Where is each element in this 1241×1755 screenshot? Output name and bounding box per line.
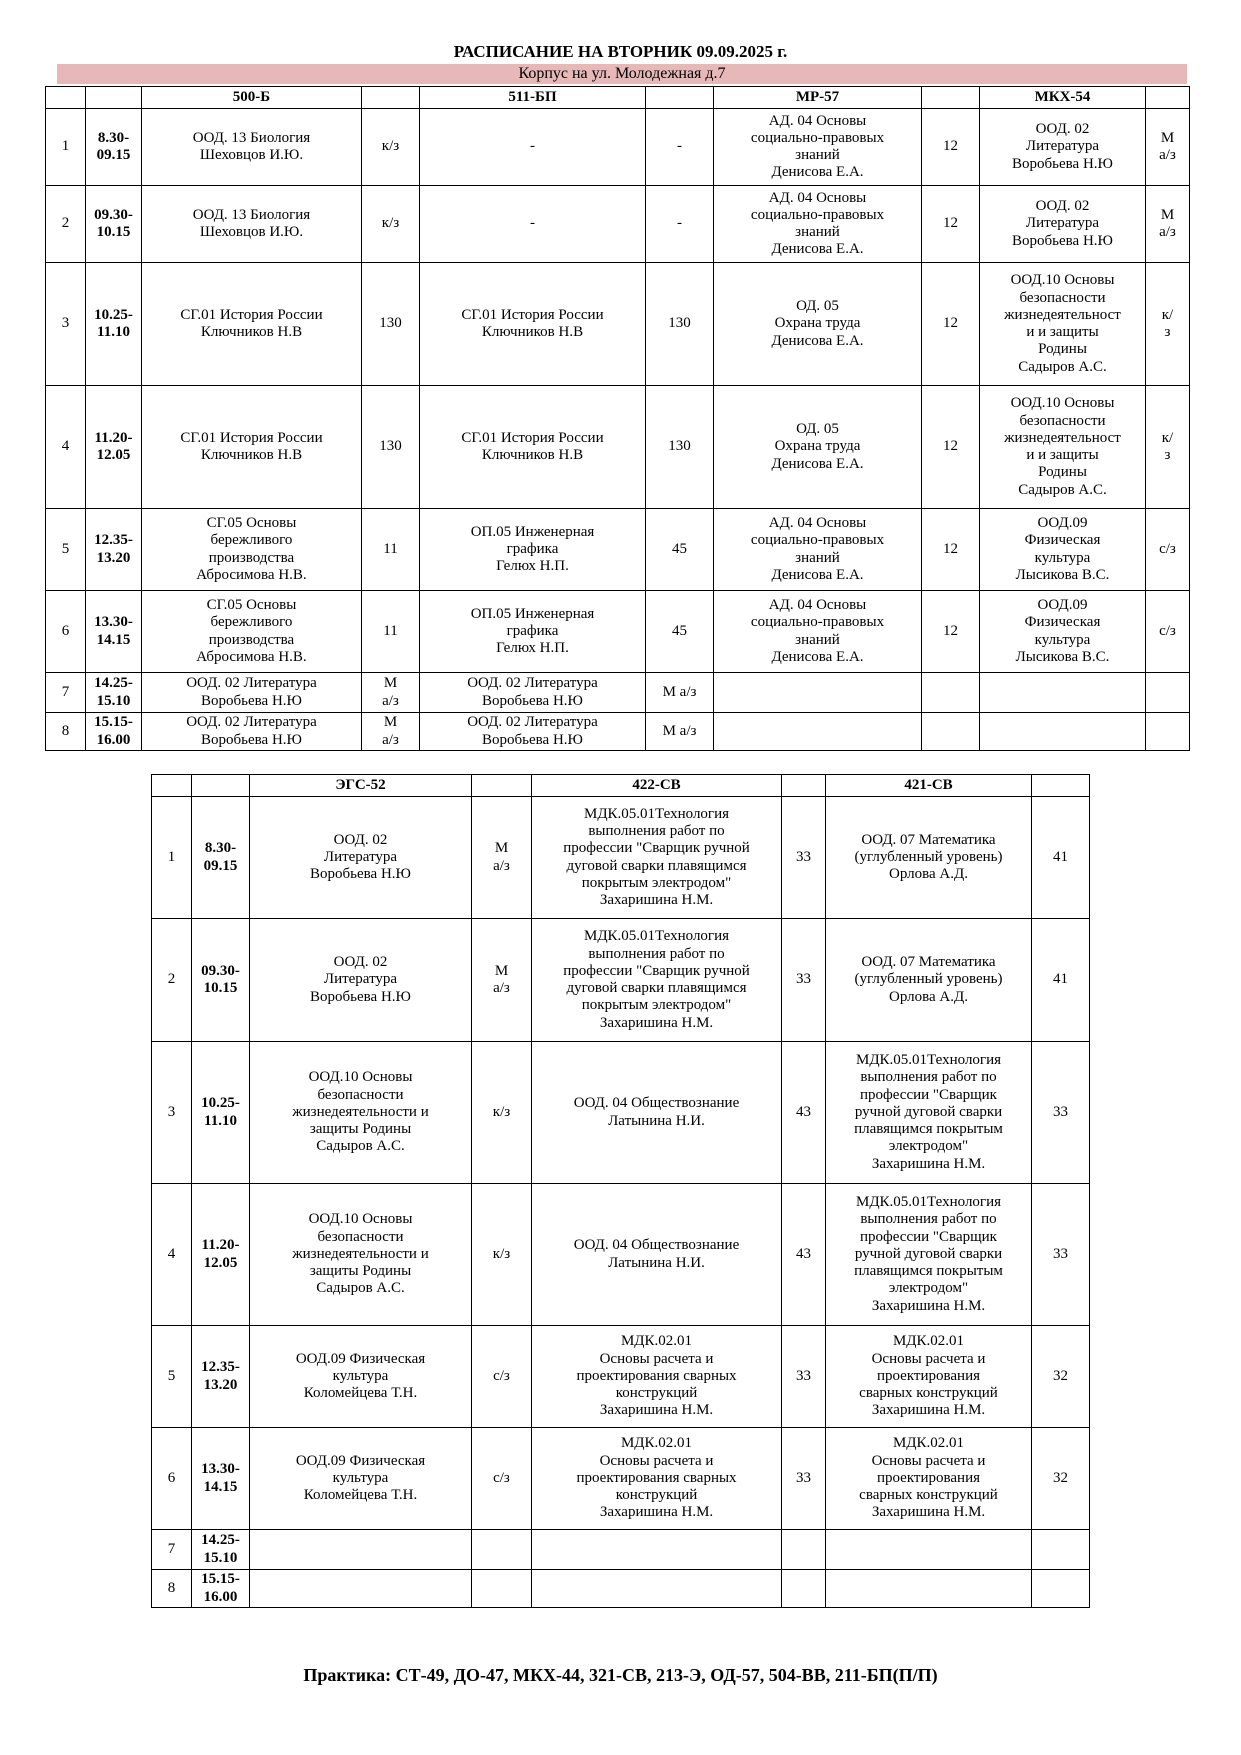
- subject-cell: [532, 1530, 782, 1570]
- room-cell: 12: [922, 509, 980, 591]
- room-cell: 33: [782, 797, 826, 919]
- lesson-number: 8: [152, 1570, 192, 1608]
- lesson-time: 14.25- 15.10: [86, 673, 142, 713]
- subject-cell: ООД. 02 Литература Воробьева Н.Ю: [980, 186, 1146, 263]
- room-cell: 43: [782, 1184, 826, 1326]
- lesson-time: 13.30- 14.15: [86, 591, 142, 673]
- lesson-row: [46, 591, 1190, 673]
- lesson-time: 14.25- 15.10: [192, 1530, 250, 1570]
- room-cell: к/ з: [1146, 263, 1190, 386]
- lesson-time: 11.20- 12.05: [192, 1184, 250, 1326]
- lesson-number: 6: [46, 591, 86, 673]
- lesson-number: 6: [152, 1428, 192, 1530]
- subject-cell: [826, 1570, 1032, 1608]
- subject-cell: АД. 04 Основы социально-правовых знаний Денисова Е.А.: [714, 591, 922, 673]
- lesson-time: 10.25- 11.10: [86, 263, 142, 386]
- room-cell: с/з: [472, 1428, 532, 1530]
- subject-cell: СГ.05 Основы бережливого производства Абросимова Н.В.: [142, 509, 362, 591]
- room-cell: М а/з: [472, 797, 532, 919]
- room-cell: М а/з: [472, 919, 532, 1042]
- room-cell: [472, 1530, 532, 1570]
- room-cell: М а/з: [362, 713, 420, 751]
- group-header: МКХ-54: [980, 87, 1146, 109]
- room-cell: [1146, 673, 1190, 713]
- subject-cell: ООД.10 Основы безопасности жизнедеятельности и защиты Родины Садыров А.С.: [250, 1184, 472, 1326]
- room-cell: -: [646, 186, 714, 263]
- subject-cell: ООД. 07 Математика (углубленный уровень) Орлова А.Д.: [826, 919, 1032, 1042]
- lesson-row: [46, 386, 1190, 509]
- room-header-blank: [922, 87, 980, 109]
- room-cell: 41: [1032, 797, 1090, 919]
- room-cell: к/з: [472, 1184, 532, 1326]
- subject-cell: ООД. 04 Обществознание Латынина Н.И.: [532, 1042, 782, 1184]
- room-cell: 130: [646, 386, 714, 509]
- header-row: [152, 775, 1090, 797]
- room-cell: 130: [646, 263, 714, 386]
- lesson-number: 4: [46, 386, 86, 509]
- group-header: 422-СВ: [532, 775, 782, 797]
- subject-cell: [250, 1530, 472, 1570]
- lesson-number: 5: [152, 1326, 192, 1428]
- subject-cell: ООД. 04 Обществознание Латынина Н.И.: [532, 1184, 782, 1326]
- room-header-blank: [782, 775, 826, 797]
- lesson-row: [152, 797, 1090, 919]
- room-cell: 33: [782, 919, 826, 1042]
- room-cell: 45: [646, 591, 714, 673]
- subject-cell: ОП.05 Инженерная графика Гелюх Н.П.: [420, 509, 646, 591]
- lesson-number: 5: [46, 509, 86, 591]
- room-cell: М а/з: [1146, 186, 1190, 263]
- room-cell: 12: [922, 109, 980, 186]
- subject-cell: АД. 04 Основы социально-правовых знаний Денисова Е.А.: [714, 509, 922, 591]
- group-header: ЭГС-52: [250, 775, 472, 797]
- lesson-time: 13.30- 14.15: [192, 1428, 250, 1530]
- subject-cell: ОД. 05 Охрана труда Денисова Е.А.: [714, 263, 922, 386]
- subject-cell: МДК.02.01 Основы расчета и проектирования сварных конструкций Захаришина Н.М.: [826, 1428, 1032, 1530]
- room-header-blank: [362, 87, 420, 109]
- lesson-time: 12.35- 13.20: [86, 509, 142, 591]
- room-cell: М а/з: [1146, 109, 1190, 186]
- room-cell: 45: [646, 509, 714, 591]
- lesson-number: 1: [46, 109, 86, 186]
- lesson-time: 15.15- 16.00: [86, 713, 142, 751]
- subject-cell: СГ.01 История России Ключников Н.В: [420, 386, 646, 509]
- subject-cell: [714, 713, 922, 751]
- subject-cell: ОД. 05 Охрана труда Денисова Е.А.: [714, 386, 922, 509]
- room-cell: [922, 673, 980, 713]
- room-cell: 33: [782, 1326, 826, 1428]
- lesson-row: [46, 263, 1190, 386]
- subject-cell: ООД. 02 Литература Воробьева Н.Ю: [142, 673, 362, 713]
- subject-cell: СГ.01 История России Ключников Н.В: [142, 263, 362, 386]
- room-cell: к/з: [362, 109, 420, 186]
- subject-cell: ООД.09 Физическая культура Коломейцева Т.Н.: [250, 1428, 472, 1530]
- room-cell: 130: [362, 386, 420, 509]
- room-cell: с/з: [472, 1326, 532, 1428]
- lesson-row: [46, 109, 1190, 186]
- group-header: 421-СВ: [826, 775, 1032, 797]
- subject-cell: МДК.02.01 Основы расчета и проектирования сварных конструкций Захаришина Н.М.: [532, 1326, 782, 1428]
- room-cell: к/ з: [1146, 386, 1190, 509]
- header-blank-cell: [46, 87, 86, 109]
- subject-cell: ООД.10 Основы безопасности жизнедеятельност и и защиты Родины Садыров А.С.: [980, 386, 1146, 509]
- lesson-time: 8.30- 09.15: [86, 109, 142, 186]
- room-cell: 33: [1032, 1042, 1090, 1184]
- lesson-row: [152, 1184, 1090, 1326]
- schedule-table-2: [151, 774, 1090, 1608]
- room-cell: [1032, 1530, 1090, 1570]
- lesson-number: 1: [152, 797, 192, 919]
- subject-cell: АД. 04 Основы социально-правовых знаний Денисова Е.А.: [714, 186, 922, 263]
- room-cell: 12: [922, 186, 980, 263]
- room-cell: 12: [922, 263, 980, 386]
- room-cell: 33: [1032, 1184, 1090, 1326]
- subject-cell: СГ.05 Основы бережливого производства Абросимова Н.В.: [142, 591, 362, 673]
- room-cell: [782, 1570, 826, 1608]
- subject-cell: АД. 04 Основы социально-правовых знаний Денисова Е.А.: [714, 109, 922, 186]
- room-header-blank: [472, 775, 532, 797]
- page-title: РАСПИСАНИЕ НА ВТОРНИК 09.09.2025 г.: [453, 42, 788, 61]
- subject-cell: ООД. 02 Литература Воробьева Н.Ю: [420, 673, 646, 713]
- room-cell: 43: [782, 1042, 826, 1184]
- subject-cell: ООД. 02 Литература Воробьева Н.Ю: [980, 109, 1146, 186]
- lesson-time: 11.20- 12.05: [86, 386, 142, 509]
- schedule-table-1: [45, 86, 1190, 751]
- room-cell: М а/з: [646, 673, 714, 713]
- subject-cell: [532, 1570, 782, 1608]
- subject-cell: ООД.09 Физическая культура Лысикова В.С.: [980, 591, 1146, 673]
- lesson-row: [152, 1326, 1090, 1428]
- lesson-row: [46, 673, 1190, 713]
- header-row: [46, 87, 1190, 109]
- lesson-row: [152, 1530, 1090, 1570]
- lesson-number: 7: [46, 673, 86, 713]
- room-cell: к/з: [362, 186, 420, 263]
- lesson-row: [152, 1428, 1090, 1530]
- subject-cell: МДК.05.01Технология выполнения работ по профессии "Сварщик ручной дуговой сварки плавящимся покрытым электродом" Захаришина Н.М.: [826, 1184, 1032, 1326]
- lesson-number: 7: [152, 1530, 192, 1570]
- room-header-blank: [1032, 775, 1090, 797]
- subject-cell: [826, 1530, 1032, 1570]
- subject-cell: ООД. 02 Литература Воробьева Н.Ю: [250, 797, 472, 919]
- lesson-row: [152, 919, 1090, 1042]
- lesson-number: 2: [152, 919, 192, 1042]
- room-cell: к/з: [472, 1042, 532, 1184]
- room-cell: [472, 1570, 532, 1608]
- lesson-number: 2: [46, 186, 86, 263]
- header-blank-cell: [86, 87, 142, 109]
- group-header: МР-57: [714, 87, 922, 109]
- room-cell: 12: [922, 386, 980, 509]
- subject-cell: -: [420, 186, 646, 263]
- lesson-row: [46, 186, 1190, 263]
- subject-cell: ООД. 02 Литература Воробьева Н.Ю: [420, 713, 646, 751]
- subject-cell: [980, 673, 1146, 713]
- lesson-time: 09.30- 10.15: [192, 919, 250, 1042]
- building-banner: Корпус на ул. Молодежная д.7: [57, 64, 1187, 84]
- lesson-row: [152, 1042, 1090, 1184]
- group-header: 511-БП: [420, 87, 646, 109]
- subject-cell: МДК.02.01 Основы расчета и проектирования сварных конструкций Захаришина Н.М.: [826, 1326, 1032, 1428]
- lesson-number: 8: [46, 713, 86, 751]
- lesson-number: 3: [152, 1042, 192, 1184]
- subject-cell: МДК.05.01Технология выполнения работ по профессии "Сварщик ручной дуговой сварки плавящимся покрытым электродом" Захаришина Н.М.: [826, 1042, 1032, 1184]
- subject-cell: ООД.09 Физическая культура Коломейцева Т.Н.: [250, 1326, 472, 1428]
- lesson-time: 15.15- 16.00: [192, 1570, 250, 1608]
- header-blank-cell: [192, 775, 250, 797]
- subject-cell: МДК.05.01Технология выполнения работ по профессии "Сварщик ручной дуговой сварки плавящимся покрытым электродом" Захаришина Н.М.: [532, 797, 782, 919]
- room-header-blank: [1146, 87, 1190, 109]
- group-header: 500-Б: [142, 87, 362, 109]
- room-cell: [1032, 1570, 1090, 1608]
- room-cell: -: [646, 109, 714, 186]
- header-blank-cell: [152, 775, 192, 797]
- subject-cell: ООД. 07 Математика (углубленный уровень) Орлова А.Д.: [826, 797, 1032, 919]
- lesson-row: [46, 713, 1190, 751]
- room-cell: 11: [362, 591, 420, 673]
- lesson-number: 3: [46, 263, 86, 386]
- lesson-row: [152, 1570, 1090, 1608]
- subject-cell: [250, 1570, 472, 1608]
- subject-cell: ООД.10 Основы безопасности жизнедеятельности и защиты Родины Садыров А.С.: [250, 1042, 472, 1184]
- room-cell: [782, 1530, 826, 1570]
- lesson-number: 4: [152, 1184, 192, 1326]
- subject-cell: ООД.10 Основы безопасности жизнедеятельност и и защиты Родины Садыров А.С.: [980, 263, 1146, 386]
- room-cell: 32: [1032, 1326, 1090, 1428]
- lesson-time: 12.35- 13.20: [192, 1326, 250, 1428]
- room-cell: 11: [362, 509, 420, 591]
- room-cell: [1146, 713, 1190, 751]
- room-cell: с/з: [1146, 591, 1190, 673]
- lesson-time: 09.30- 10.15: [86, 186, 142, 263]
- practice-note: Практика: СТ-49, ДО-47, МКХ-44, 321-СВ, 213-Э, ОД-57, 504-ВВ, 211-БП(П/П): [303, 1665, 938, 1685]
- subject-cell: МДК.02.01 Основы расчета и проектирования сварных конструкций Захаришина Н.М.: [532, 1428, 782, 1530]
- room-cell: с/з: [1146, 509, 1190, 591]
- subject-cell: СГ.01 История России Ключников Н.В: [142, 386, 362, 509]
- subject-cell: [980, 713, 1146, 751]
- subject-cell: ОП.05 Инженерная графика Гелюх Н.П.: [420, 591, 646, 673]
- room-cell: 32: [1032, 1428, 1090, 1530]
- lesson-row: [46, 509, 1190, 591]
- room-cell: 12: [922, 591, 980, 673]
- lesson-time: 10.25- 11.10: [192, 1042, 250, 1184]
- room-cell: 130: [362, 263, 420, 386]
- subject-cell: ООД. 02 Литература Воробьева Н.Ю: [142, 713, 362, 751]
- room-cell: М а/з: [362, 673, 420, 713]
- subject-cell: ООД. 02 Литература Воробьева Н.Ю: [250, 919, 472, 1042]
- subject-cell: ООД.09 Физическая культура Лысикова В.С.: [980, 509, 1146, 591]
- lesson-time: 8.30- 09.15: [192, 797, 250, 919]
- subject-cell: -: [420, 109, 646, 186]
- subject-cell: МДК.05.01Технология выполнения работ по профессии "Сварщик ручной дуговой сварки плавящимся покрытым электродом" Захаришина Н.М.: [532, 919, 782, 1042]
- subject-cell: СГ.01 История России Ключников Н.В: [420, 263, 646, 386]
- subject-cell: ООД. 13 Биология Шеховцов И.Ю.: [142, 186, 362, 263]
- room-cell: 41: [1032, 919, 1090, 1042]
- room-cell: [922, 713, 980, 751]
- room-cell: 33: [782, 1428, 826, 1530]
- room-header-blank: [646, 87, 714, 109]
- subject-cell: ООД. 13 Биология Шеховцов И.Ю.: [142, 109, 362, 186]
- subject-cell: [714, 673, 922, 713]
- room-cell: М а/з: [646, 713, 714, 751]
